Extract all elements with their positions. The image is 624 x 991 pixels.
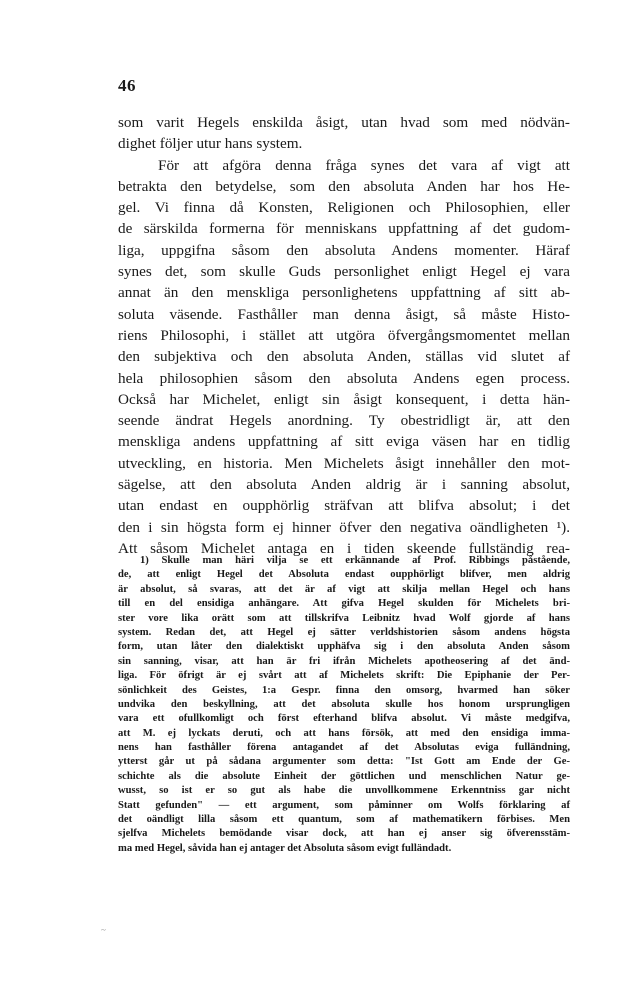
footnote-line: ma med Hegel, såvida han ej antager det Absoluta såsom evigt fulländadt.	[118, 842, 452, 854]
text-line: Också har Michelet, enligt sin åsigt konsequent, i detta hän-	[118, 390, 570, 408]
footnote-line: wusst, so ist er so gut als habe die unvollkommene Erkenntniss gar nicht	[118, 785, 570, 797]
footnote-line: att M. ej lyckats deruti, och att hans försök, att med den ensidiga imma-	[118, 727, 570, 739]
footnote-line: de, att enligt Hegel det Absoluta endast oupphörligt blifver, men aldrig	[118, 569, 570, 581]
text-line: betrakta den betydelse, som den absoluta Anden har hos He-	[118, 177, 570, 195]
footnote-line: till en del ensidiga anhängare. Att gifva Hegel skulden för Michelets bri-	[118, 598, 570, 610]
text-line: soluta väsende. Fasthåller man denna åsigt, så måste Histo-	[118, 305, 570, 323]
footnote-line: är absolut, så svaras, att det är af vigt att skilja mellan Hegel och hans	[118, 583, 570, 595]
text-line: annat än den menskliga personlighetens uppfattning af sitt ab-	[118, 284, 570, 302]
text-line: den subjektiva och den absoluta Anden, ställas vid slutet af	[118, 348, 570, 366]
footnote-line: liga. För öfrigt är ej svårt att af Michelets skrift: Die Epiphanie der Per-	[118, 670, 570, 682]
footnote-line: det oändligt lilla såsom ett quantum, som af mathematikern förbises. Men	[118, 814, 570, 826]
text-line: de särskilda formerna för menniskans uppfattning af det gudom-	[118, 220, 570, 238]
footnote-line: sjelfva Michelets bemödande visar dock, att han ej anser sig öfverensstäm-	[118, 828, 570, 840]
footnote-line: schichte als die absolute Einheit der göttlichen und menschlichen Natur ge-	[118, 770, 570, 782]
footnote-line: sin sanning, visar, att han är fri ifrån Michelets apotheosering af det änd-	[118, 655, 570, 667]
footnote-line: nens han fasthåller förena antagandet af det Absolutas eviga fulländning,	[118, 742, 570, 754]
text-line: Att såsom Michelet antaga en i tiden skeende fullständig rea-	[118, 539, 570, 557]
text-line: utan endast en oupphörlig sträfvan att blifva absolut; i det	[118, 497, 570, 515]
text-line: riens Philosophi, i stället att utgöra öfvergångsmomentet mellan	[118, 326, 570, 344]
text-line: gel. Vi finna då Konsten, Religionen och Philosophien, eller	[118, 199, 570, 217]
text-line: seende ändrat Hegels anordning. Ty obestridligt är, att den	[118, 412, 570, 430]
footnote-line: 1) Skulle man häri vilja se ett erkännande af Prof. Ribbings påstående,	[140, 555, 570, 566]
page-number: 46	[118, 76, 136, 95]
text-line: hela philosophien såsom den absoluta Andens egen process.	[118, 369, 570, 387]
footnote-line: ster vore lika orätt som att tillskrifva Leibnitz hvad Wolf gjorde af hans	[118, 612, 570, 624]
footnote-line: Statt gefunden" — ett argument, som påminner om Wolfs förklaring af	[118, 799, 570, 811]
footnote-line: ytterst går ut på sådana argumenter som detta: "Ist Gott am Ende der Ge-	[118, 756, 570, 768]
footnote-line: undvika den beskyllning, att det absoluta skulle hos honom ursprungligen	[118, 698, 570, 710]
text-line: dighet följer utur hans system.	[118, 135, 303, 153]
text-line: utveckling, en historia. Men Michelets åsigt innehåller den mot-	[118, 454, 570, 472]
footnote-line: form, utan låter den dialektiskt upphäfva sig i den absoluta Anden såsom	[118, 641, 570, 653]
footnote-line: vara ett ofullkomligt och först efterhand blifva absolut. Vi måste medgifva,	[118, 713, 570, 725]
footnote-block	[118, 554, 570, 856]
footnote-line: sönlichkeit des Geistes, 1:a Gespr. finna den omsorg, hvarmed han söker	[118, 684, 570, 696]
text-line: den i sin högsta form ej hinner öfver den negativa oändligheten ¹).	[118, 518, 570, 536]
main-text	[118, 112, 570, 559]
text-line: som varit Hegels enskilda åsigt, utan hvad som med nödvän-	[118, 114, 570, 131]
text-line: synes det, som skulle Guds personlighet enligt Hegel ej vara	[118, 263, 570, 281]
footnote-line: system. Redan det, att Hegel ej sätter verldshistorien såsom andens högsta	[118, 626, 570, 638]
text-line: För att afgöra denna fråga synes det vara af vigt att	[158, 156, 570, 174]
text-line: sägelse, att den absoluta Anden aldrig är i sanning absolut,	[118, 476, 570, 494]
marginal-mark: ~	[101, 925, 106, 935]
text-line: menskliga andens uppfattning af sitt eviga väsen har en tidlig	[118, 433, 570, 451]
text-line: liga, uppgifna såsom den absoluta Andens momenter. Häraf	[118, 241, 570, 259]
